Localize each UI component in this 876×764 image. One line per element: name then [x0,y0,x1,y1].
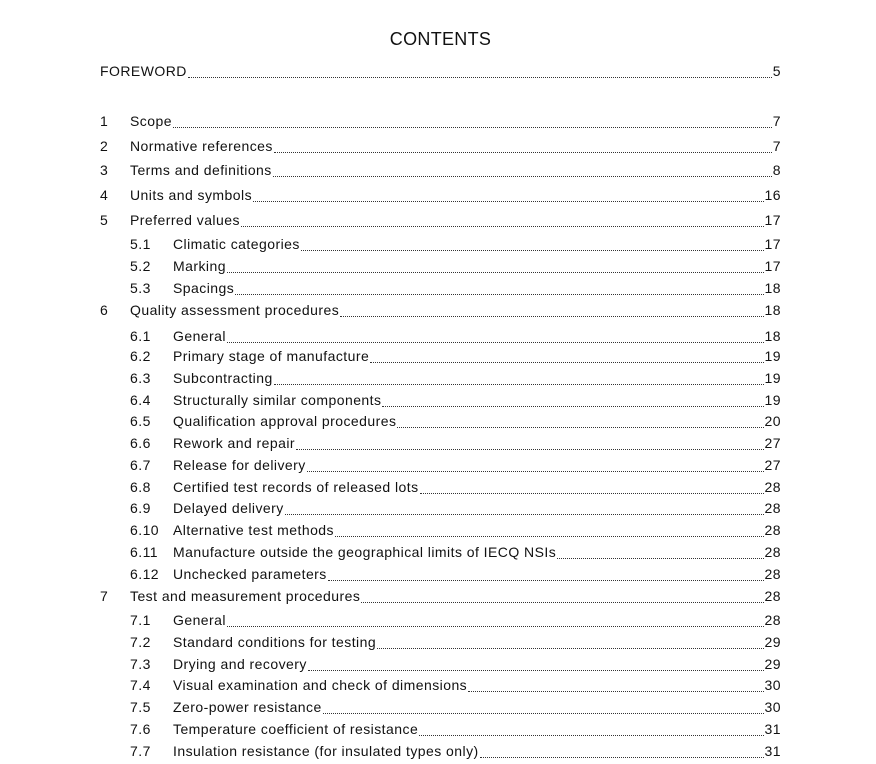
dot-leader [227,272,764,273]
toc-entry-label: Zero-power resistance [173,699,322,715]
toc-entry-page: 29 [764,634,781,650]
toc-entry-label: Manufacture outside the geographical limits of IECQ NSIs [173,544,557,560]
dot-leader [370,362,763,363]
toc-entry[interactable] [100,162,781,182]
toc-entry[interactable] [100,370,781,390]
toc-entry-number: 6.1 [130,328,151,344]
toc-entry-number: 3 [100,162,109,178]
toc-entry[interactable] [100,113,781,133]
toc-entry-label: Qualification approval procedures [173,413,397,429]
toc-entry[interactable] [100,588,781,608]
toc-entry[interactable] [100,435,781,455]
toc-entry-label: Unchecked parameters [173,566,327,582]
toc-entry-label: Units and symbols [130,187,253,203]
dot-leader [296,449,763,450]
toc-entry-number: 2 [100,138,109,154]
toc-entry-number: 6.4 [130,392,151,408]
toc-entry-number: 4 [100,187,109,203]
toc-entry-number: 5 [100,212,109,228]
toc-entry-label: Spacings [173,280,235,296]
toc-entry-page: 30 [764,699,781,715]
toc-entry-page: 28 [764,522,781,538]
toc-entry-page: 17 [764,236,781,252]
toc-entry-number: 1 [100,113,109,129]
toc-entry-number: 7.1 [130,612,151,628]
toc-entry[interactable] [100,63,781,83]
toc-entry-label: Scope [130,113,172,129]
toc-entry[interactable] [100,348,781,368]
toc-entry-label: Marking [173,258,226,274]
toc-entry-page: 8 [772,162,781,178]
toc-entry[interactable] [100,138,781,158]
toc-entry-page: 18 [764,302,781,318]
toc-entry-label: General [173,612,226,628]
toc-entry-label: Release for delivery [173,457,306,473]
dot-leader [274,152,772,153]
toc-entry[interactable] [100,479,781,499]
dot-leader [253,201,763,202]
toc-entry-page: 27 [764,457,781,473]
toc-entry-page: 7 [772,138,781,154]
toc-entry-number: 6.8 [130,479,151,495]
toc-entry-number: 7.2 [130,634,151,650]
toc-entry-number: 7.5 [130,699,151,715]
toc-entry[interactable] [100,392,781,412]
toc-entry-label: Insulation resistance (for insulated types only) [173,743,479,759]
toc-entry-page: 19 [764,392,781,408]
dot-leader [397,427,763,428]
toc-entry-label: Standard conditions for testing [173,634,377,650]
toc-entry-label: Drying and recovery [173,656,307,672]
toc-entry-label: Climatic categories [173,236,300,252]
toc-entry-label: Subcontracting [173,370,273,386]
dot-leader [340,316,763,317]
dot-leader [274,384,764,385]
toc-entry-label: Certified test records of released lots [173,479,419,495]
toc-entry-page: 5 [772,63,781,79]
toc-entry-number: 5.2 [130,258,151,274]
toc-entry[interactable] [100,457,781,477]
toc-entry-label: Structurally similar components [173,392,382,408]
toc-entry-page: 28 [764,500,781,516]
toc-entry-number: 7.7 [130,743,151,759]
toc-entry-label: FOREWORD [100,63,187,79]
dot-leader [377,648,763,649]
toc-entry-page: 28 [764,544,781,560]
toc-entry[interactable] [100,634,781,654]
toc-entry-number: 7 [100,588,109,604]
toc-entry-label: Preferred values [130,212,240,228]
toc-entry-page: 28 [764,588,781,604]
toc-entry[interactable] [100,500,781,520]
toc-entry[interactable] [100,677,781,697]
toc-entry-number: 6.9 [130,500,151,516]
toc-entry-page: 28 [764,479,781,495]
toc-entry-number: 5.3 [130,280,151,296]
toc-entry-number: 6 [100,302,109,318]
toc-entry-label: Visual examination and check of dimensions [173,677,468,693]
toc-entry-number: 7.3 [130,656,151,672]
dot-leader [308,670,764,671]
dot-leader [382,406,763,407]
toc-entry[interactable] [100,699,781,719]
toc-entry[interactable] [100,236,781,256]
toc-entry[interactable] [100,612,781,632]
toc-entry-number: 6.11 [130,544,159,560]
toc-entry-label: Alternative test methods [173,522,334,538]
toc-entry-page: 16 [764,187,781,203]
toc-entry-label: Quality assessment procedures [130,302,340,318]
toc-entry-number: 7.6 [130,721,151,737]
toc-entry-page: 20 [764,413,781,429]
toc-entry-page: 19 [764,370,781,386]
dot-leader [188,77,772,78]
toc-entry-number: 5.1 [130,236,151,252]
dot-leader [557,558,763,559]
toc-entry-page: 7 [772,113,781,129]
toc-entry-number: 6.2 [130,348,151,364]
toc-entry[interactable] [100,212,781,232]
dot-leader [301,250,764,251]
toc-entry-page: 28 [764,566,781,582]
dot-leader [173,127,772,128]
toc-entry-number: 6.10 [130,522,160,538]
toc-entry[interactable] [100,280,781,300]
toc-entry-page: 28 [764,612,781,628]
toc-entry-label: Normative references [130,138,273,154]
toc-entry[interactable] [100,721,781,741]
toc-entry-page: 31 [764,743,781,759]
toc-entry-page: 17 [764,258,781,274]
toc-entry-number: 6.5 [130,413,151,429]
toc-entry-page: 27 [764,435,781,451]
dot-leader [227,342,764,343]
toc-entry-number: 7.4 [130,677,151,693]
toc-entry[interactable] [100,566,781,586]
toc-entry-page: 31 [764,721,781,737]
toc-entry[interactable] [100,656,781,676]
dot-leader [323,713,764,714]
cut-off-header [0,0,876,5]
toc-entry[interactable] [100,743,781,763]
toc-entry[interactable] [100,187,781,207]
toc-entry-page: 29 [764,656,781,672]
dot-leader [480,757,764,758]
toc-entry[interactable] [100,302,781,322]
toc-entry-label: Rework and repair [173,435,296,451]
toc-entry-label: General [173,328,226,344]
toc-entry-label: Terms and definitions [130,162,272,178]
toc-entry[interactable] [100,522,781,542]
dot-leader [468,691,763,692]
toc-entry-number: 6.3 [130,370,151,386]
toc-entry-label: Temperature coefficient of resistance [173,721,419,737]
dot-leader [285,514,764,515]
toc-entry-page: 30 [764,677,781,693]
toc-entry[interactable] [100,544,781,564]
dot-leader [273,176,772,177]
toc-entry-label: Delayed delivery [173,500,284,516]
toc-entry-number: 6.6 [130,435,151,451]
dot-leader [241,226,764,227]
toc-entry[interactable] [100,413,781,433]
dot-leader [420,493,764,494]
dot-leader [227,626,764,627]
toc-entry-page: 19 [764,348,781,364]
toc-entry-page: 18 [764,328,781,344]
toc-entry-label: Test and measurement procedures [130,588,361,604]
dot-leader [235,294,763,295]
dot-leader [328,580,764,581]
toc-entry[interactable] [100,258,781,278]
toc-entry-number: 6.7 [130,457,151,473]
toc-entry[interactable] [100,328,781,348]
page-title: CONTENTS [389,29,492,49]
dot-leader [335,536,764,537]
dot-leader [361,602,763,603]
toc-entry-label: Primary stage of manufacture [173,348,370,364]
toc-entry-page: 17 [764,212,781,228]
toc-entry-number: 6.12 [130,566,160,582]
dot-leader [419,735,763,736]
toc-entry-page: 18 [764,280,781,296]
dot-leader [307,471,764,472]
